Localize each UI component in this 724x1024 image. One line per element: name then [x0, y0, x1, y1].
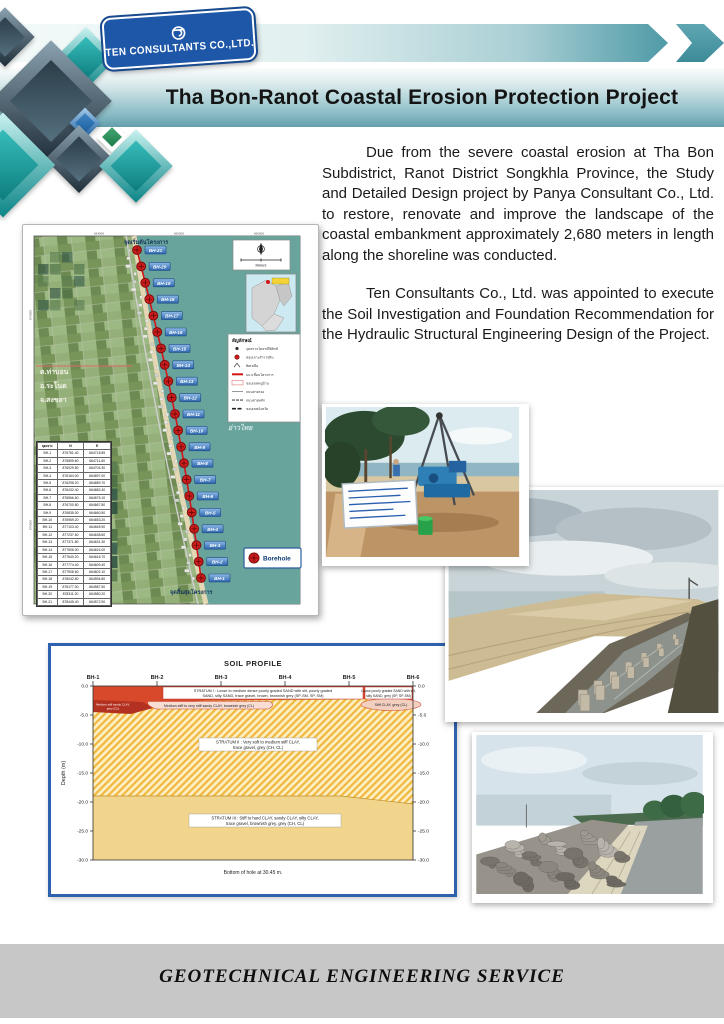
mid-lens-label: Medium stiff to very stiff sandy CLAY, brownish grey (CL) — [163, 704, 255, 708]
table-row: BH-4 876164.00 664697.00 — [38, 472, 111, 479]
borehole-marker — [180, 459, 213, 468]
svg-text:ถนนสายรอง: ถนนสายรอง — [246, 390, 265, 394]
borehole-marker — [192, 541, 225, 550]
table-row: BH-6 876432.40 664682.40 — [38, 487, 111, 494]
intro-paragraph-1: Due from the severe coastal erosion at Tha Bon Subdistrict, Ranot District Songkhla Province, the Study and Detailed Design project by Panya Consultant Co., Ltd. to restore, renovate and improve the landscape of the coastal embankment approximately 2,680 meters in length along the shoreline was conducted. — [322, 144, 714, 264]
table-row: BH-9 876835.00 664660.50 — [38, 509, 111, 516]
borehole-marker — [187, 508, 220, 517]
photo-revetment-svg — [475, 735, 704, 894]
borehole-headers — [87, 675, 420, 686]
legend-row — [232, 380, 270, 385]
photo-drill-rig — [322, 404, 529, 566]
table-row: BH-17 877908.60 664602.10 — [38, 568, 111, 575]
site-info-board — [342, 480, 417, 528]
header-chevron-icon — [676, 24, 724, 62]
photo-revetment-road — [472, 732, 713, 903]
map-grid-label: 665000 — [174, 231, 185, 236]
svg-text:trace gravel, grey (CH, CL): trace gravel, grey (CH, CL) — [232, 745, 284, 750]
svg-text:ถนนสายหลัก: ถนนสายหลัก — [246, 398, 266, 403]
right-sand-label — [361, 687, 415, 699]
map-area-label: อ.ระโนด — [40, 383, 67, 390]
svg-text:BH-19: BH-19 — [157, 280, 171, 286]
svg-text:ขอบเขตจังหวัด: ขอบเขตจังหวัด — [246, 407, 269, 412]
svg-text:จุดตรวจวัดธรณีฟิสิกส์: จุดตรวจวัดธรณีฟิสิกส์ — [246, 347, 278, 351]
table-row: BH-15 877640.20 664616.70 — [38, 554, 111, 561]
stratum3-label — [189, 814, 341, 827]
borehole-marker — [197, 574, 230, 583]
svg-text:STRATUM I : Loose to medium de: STRATUM I : Loose to medium dense poorly graded SAND with silt, poorly graded — [193, 689, 333, 693]
table-row: BH-1 875761.40 664718.89 — [38, 450, 111, 457]
stratum3-clay-layer — [93, 796, 413, 860]
svg-text:BH-17: BH-17 — [165, 313, 179, 319]
map-start-label: จุดเริ่มต้นโครงการ — [124, 240, 169, 246]
svg-text:BH-5: BH-5 — [342, 675, 356, 681]
svg-text:STRATUM II : Very soft to medi: STRATUM II : Very soft to medium stiff CLAY, — [216, 739, 300, 745]
table-row: BH-8 876700.80 664667.80 — [38, 502, 111, 509]
map-grid-label: 876000 — [28, 309, 33, 320]
borehole-marker — [171, 410, 204, 419]
inset-map — [246, 274, 296, 332]
svg-text:BH-16: BH-16 — [169, 330, 183, 335]
svg-text:BH-2: BH-2 — [211, 559, 223, 565]
table-row: BH-3 876029.80 664704.30 — [38, 465, 111, 472]
borehole-legend — [244, 548, 301, 568]
svg-text:BH-7: BH-7 — [199, 477, 211, 483]
svg-text:ทิศเหนือ: ทิศเหนือ — [246, 364, 259, 369]
svg-text:-5.0: -5.0 — [79, 713, 88, 719]
svg-text:BH-3: BH-3 — [214, 675, 228, 681]
table-row: BH-20 878311.20 664580.20 — [38, 591, 111, 598]
table-header: จุดเจาะ — [38, 443, 58, 450]
footer-text: GEOTECHNICAL ENGINEERING SERVICE — [159, 966, 565, 987]
svg-text:BH-3: BH-3 — [209, 543, 221, 549]
map-grid-label: 666000 — [254, 231, 265, 236]
company-logo-plate — [101, 8, 256, 70]
borehole-coordinate-table — [36, 441, 112, 607]
table-row: BH-19 878177.00 664587.50 — [38, 583, 111, 590]
map-legend-box — [228, 334, 300, 422]
svg-text:-5.0: -5.0 — [418, 713, 427, 719]
svg-text:-30.0: -30.0 — [77, 858, 88, 864]
borehole-marker — [145, 295, 178, 304]
page-title: Tha Bon-Ranot Coastal Erosion Protection Project — [165, 85, 679, 109]
table-row: BH-11 877103.40 664645.90 — [38, 524, 111, 531]
svg-text:-15.0: -15.0 — [77, 771, 88, 777]
borehole-marker — [190, 524, 223, 533]
stratum2-label — [199, 738, 317, 751]
intro-text — [322, 143, 714, 346]
borehole-marker — [167, 393, 200, 402]
svg-text:BH-4: BH-4 — [207, 526, 218, 532]
svg-text:BH-20: BH-20 — [152, 264, 167, 270]
inset-project-marker — [266, 280, 270, 284]
borehole-marker — [185, 492, 218, 501]
borehole-legend-label: Borehole — [263, 555, 291, 563]
svg-text:BH-4: BH-4 — [278, 675, 292, 681]
svg-text:0.0: 0.0 — [81, 684, 88, 690]
svg-text:trace gravel, brownish grey, g: trace gravel, brownish grey, grey (CH, CL) — [225, 821, 305, 826]
table-row: BH-18 878042.80 664594.80 — [38, 576, 111, 583]
svg-text:-10.0: -10.0 — [77, 742, 88, 748]
map-sea-label: อ่าวไทย — [228, 425, 253, 432]
svg-text:BH-1: BH-1 — [86, 675, 100, 681]
svg-text:grey (CL): grey (CL) — [106, 706, 120, 711]
svg-text:BH-6: BH-6 — [202, 494, 214, 499]
svg-text:-30.0: -30.0 — [418, 858, 429, 864]
svg-text:Loose poorly graded SAND with: Loose poorly graded SAND with silt, — [361, 689, 416, 693]
borehole-marker — [194, 557, 227, 566]
svg-text:BH-13: BH-13 — [180, 379, 194, 385]
svg-text:BH-8: BH-8 — [197, 461, 208, 467]
green-bucket — [418, 516, 432, 535]
borehole-marker — [160, 360, 193, 369]
svg-text:BH-18: BH-18 — [161, 297, 175, 303]
borehole-marker — [157, 344, 190, 353]
svg-text:BH-9: BH-9 — [194, 444, 205, 450]
photo-drill-rig-svg — [325, 407, 520, 557]
table-header: N — [57, 443, 84, 450]
svg-text:-20.0: -20.0 — [77, 800, 88, 806]
map-area-label: ต.ท่าบอน — [40, 369, 69, 376]
ten-consultants-logo-icon — [166, 24, 191, 42]
svg-text:BH-1: BH-1 — [214, 576, 225, 581]
company-logo-text: TEN CONSULTANTS CO.,LTD. — [104, 36, 255, 59]
map-end-label: จุดสิ้นสุดโครงการ — [170, 590, 213, 596]
svg-text:BH-5: BH-5 — [204, 510, 216, 516]
map-area-label: จ.สงขลา — [40, 397, 67, 404]
right-lens-label: Stiff CLAY, grey (CL) — [374, 703, 408, 707]
svg-text:BH-11: BH-11 — [187, 412, 200, 417]
svg-text:แนวเขื่อนโครงการ: แนวเขื่อนโครงการ — [246, 372, 274, 377]
borehole-marker — [141, 278, 174, 287]
table-row: BH-12 877237.60 664638.60 — [38, 531, 111, 538]
intro-paragraph-2: Ten Consultants Co., Ltd. was appointed to execute the Soil Investigation and Foundation Recommendation for the Hydraulic Structural Engineering Design of the Project. — [322, 285, 714, 343]
svg-text:silty SAND, grey (SP, SP-SM): silty SAND, grey (SP, SP-SM) — [366, 694, 411, 698]
svg-text:0.0: 0.0 — [418, 684, 425, 690]
table-row: BH-10 876969.20 664653.20 — [38, 517, 111, 524]
table-row: BH-5 876298.20 664689.70 — [38, 480, 111, 487]
chart-title: SOIL PROFILE — [224, 659, 282, 668]
svg-text:SAND, silty SAND, trace gravel: SAND, silty SAND, trace gravel, brown, brownish grey (SP-SM, SP, SM) — [202, 694, 324, 698]
svg-text:BH-6: BH-6 — [406, 675, 420, 681]
svg-text:BH-21: BH-21 — [148, 248, 163, 253]
scale-unit-label: Meters — [255, 263, 267, 268]
svg-text:BH-12: BH-12 — [183, 395, 197, 401]
stratum2-clay-layer — [93, 699, 413, 804]
svg-text:-25.0: -25.0 — [77, 829, 88, 835]
svg-text:BH-15: BH-15 — [172, 346, 187, 352]
borehole-marker — [153, 328, 186, 337]
borehole-marker — [137, 262, 170, 271]
borehole-marker — [164, 377, 197, 386]
soil-profile-svg — [51, 646, 454, 894]
svg-text:BH-10: BH-10 — [189, 428, 204, 434]
svg-text:Medium stiff sandy CLAY,: Medium stiff sandy CLAY, — [96, 702, 130, 707]
svg-text:BH-2: BH-2 — [150, 675, 164, 681]
table-row: BH-13 877371.80 664631.30 — [38, 539, 111, 546]
chart-footnote: Bottom of hole at 30.45 m. — [223, 870, 283, 876]
stratum1-label — [163, 687, 363, 699]
svg-text:หลุมเจาะสำรวจดิน: หลุมเจาะสำรวจดิน — [246, 355, 274, 360]
svg-text:-15.0: -15.0 — [418, 771, 429, 777]
svg-text:STRATUM III : Stiff to hard CL: STRATUM III : Stiff to hard CLAY, sandy CLAY, silty CLAY, — [211, 815, 319, 821]
borehole-marker — [149, 311, 182, 320]
map-grid-label: 664000 — [94, 231, 105, 236]
svg-text:-10.0: -10.0 — [418, 742, 429, 748]
svg-text:ขอบเขตหมู่บ้าน: ขอบเขตหมู่บ้าน — [246, 381, 270, 386]
borehole-marker — [133, 246, 166, 255]
north-arrow-box — [233, 240, 290, 270]
map-grid-label: 875500 — [28, 519, 33, 530]
borehole-marker — [182, 475, 215, 484]
table-row: BH-21 878445.40 664572.90 — [38, 598, 111, 605]
borehole-marker — [174, 426, 207, 435]
table-row: BH-16 877774.40 664609.40 — [38, 561, 111, 568]
svg-text:-20.0: -20.0 — [418, 800, 429, 806]
svg-text:BH-14: BH-14 — [176, 362, 190, 368]
y-axis-label: Depth (m) — [61, 760, 67, 786]
legend-title: สัญลักษณ์ — [232, 338, 252, 343]
borehole-marker — [177, 442, 210, 451]
svg-text:-25.0: -25.0 — [418, 829, 429, 835]
soil-profile-figure — [48, 643, 457, 897]
table-row: BH-2 875895.60 664711.60 — [38, 457, 111, 464]
table-row: BH-7 876566.60 664675.10 — [38, 494, 111, 501]
table-row: BH-14 877506.00 664624.00 — [38, 546, 111, 553]
table-header: E — [84, 443, 111, 450]
